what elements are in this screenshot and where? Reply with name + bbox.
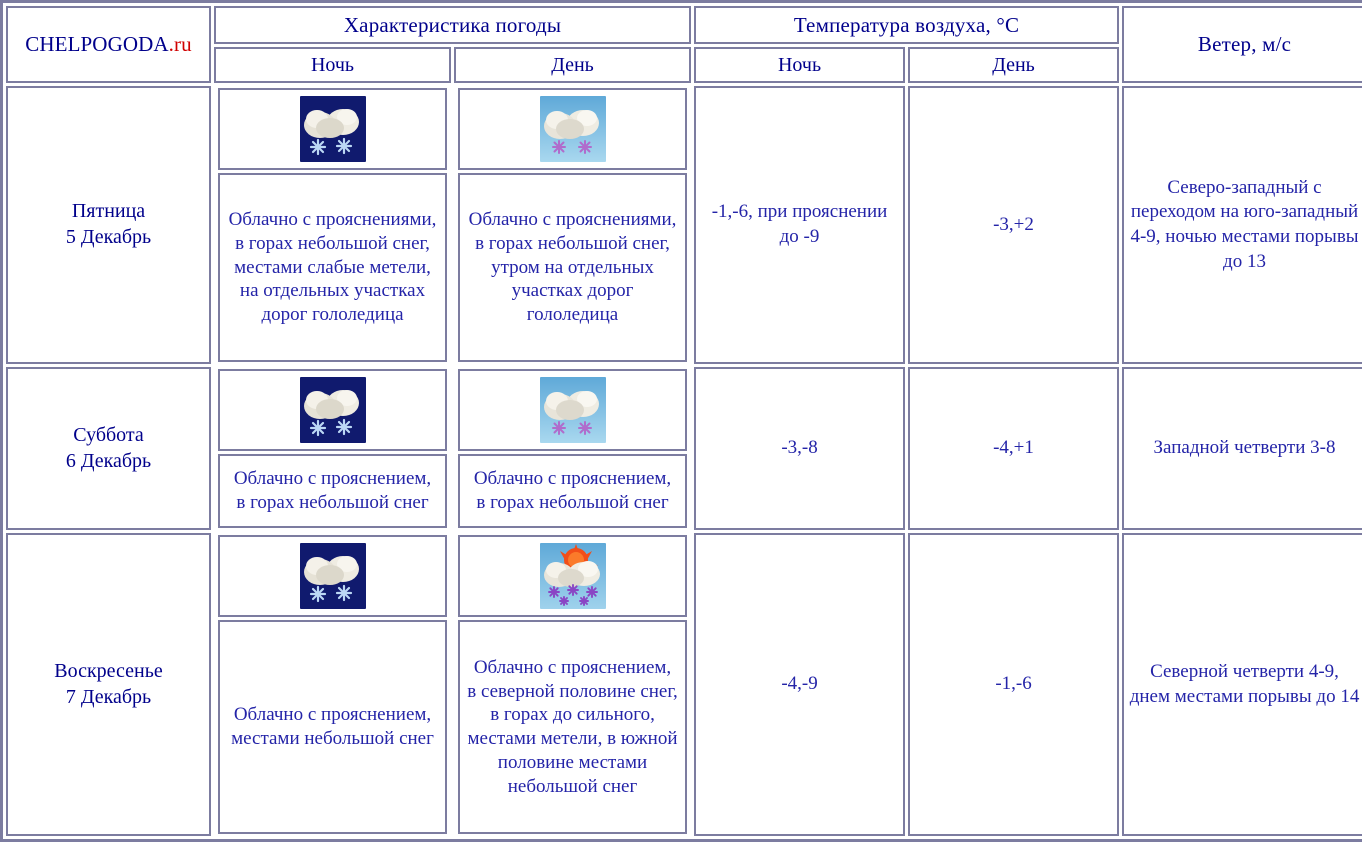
wind-description: Западной четверти 3-8 <box>1122 367 1362 530</box>
day-label-cell <box>6 367 211 530</box>
night-icon-container <box>218 88 447 170</box>
table-row <box>6 533 1362 836</box>
day-icon-container <box>458 88 687 170</box>
sun-cloudy-snow-day-icon <box>540 543 606 609</box>
header-air-temperature: Температура воздуха, °C <box>694 6 1119 44</box>
night-icon-container <box>218 535 447 617</box>
day-icon-container <box>458 369 687 451</box>
day-date: 7 Декабрь <box>65 685 152 708</box>
header-temp-night: Ночь <box>694 47 905 83</box>
day-description: Облачно с прояснением, в горах небольшой снег <box>473 468 672 513</box>
day-name: Пятница <box>71 200 146 223</box>
cloudy-snow-night-icon <box>300 377 366 443</box>
table-row <box>6 367 1362 530</box>
brand-name: CHELPOGODA <box>25 32 169 56</box>
day-date: 5 Декабрь <box>65 226 152 248</box>
night-desc-container <box>218 173 447 362</box>
day-description: Облачно с прояснениями, в горах небольшой снег, утром на отдельных участках дорог гололедица <box>468 209 677 326</box>
cloudy-snow-night-icon <box>300 543 366 609</box>
header-weather-characteristics: Характеристика погоды <box>214 6 691 44</box>
header-weather-night: Ночь <box>214 47 451 83</box>
header-weather-day: День <box>454 47 691 83</box>
day-label-cell <box>6 533 211 836</box>
day-date: 6 Декабрь <box>65 449 152 472</box>
wind-description: Северной четверти 4-9, днем местами порывы до 14 <box>1122 533 1362 836</box>
cloudy-snow-day-icon <box>540 377 606 443</box>
cloudy-snow-day-icon <box>540 96 606 162</box>
day-description: Облачно с прояснением, в северной половине снег, в горах до сильного, местами метели, в южной половине местами небольшой снег <box>467 656 678 797</box>
header-wind: Ветер, м/с <box>1122 6 1362 83</box>
day-weather-cell <box>454 367 691 530</box>
temperature-day: -1,-6 <box>908 533 1119 836</box>
night-description: Облачно с прояснением, в горах небольшой снег <box>233 468 432 513</box>
day-desc-container <box>458 173 687 362</box>
temperature-night: -4,-9 <box>694 533 905 836</box>
night-weather-cell <box>214 86 451 364</box>
night-icon-container <box>218 369 447 451</box>
table-row <box>6 86 1362 364</box>
night-weather-cell <box>214 533 451 836</box>
day-desc-container <box>458 454 687 528</box>
wind-description: Северо-западный с переходом на юго-западный 4-9, ночью местами порывы до 13 <box>1122 86 1362 364</box>
day-weather-cell <box>454 86 691 364</box>
temperature-night: -3,-8 <box>694 367 905 530</box>
day-name: Воскресенье <box>54 659 163 682</box>
day-icon-container <box>458 535 687 617</box>
day-desc-container <box>458 620 687 834</box>
night-description: Облачно с прояснением, местами небольшой снег <box>231 704 434 749</box>
brand-tld: .ru <box>168 32 192 56</box>
night-weather-cell <box>214 367 451 530</box>
temperature-day: -3,+2 <box>908 86 1119 364</box>
night-description: Облачно с прояснениями, в горах небольшой снег, местами слабые метели, на отдельных участках дорог гололедица <box>228 209 437 326</box>
temperature-night: -1,-6, при прояснении до -9 <box>694 86 905 364</box>
night-desc-container <box>218 454 447 528</box>
day-label-cell <box>6 86 211 364</box>
night-desc-container <box>218 620 447 834</box>
brand-cell <box>6 6 211 83</box>
header-row-top <box>6 6 1362 44</box>
header-temp-day: День <box>908 47 1119 83</box>
cloudy-snow-night-icon <box>300 96 366 162</box>
day-name: Суббота <box>73 423 144 446</box>
temperature-day: -4,+1 <box>908 367 1119 530</box>
day-weather-cell <box>454 533 691 836</box>
